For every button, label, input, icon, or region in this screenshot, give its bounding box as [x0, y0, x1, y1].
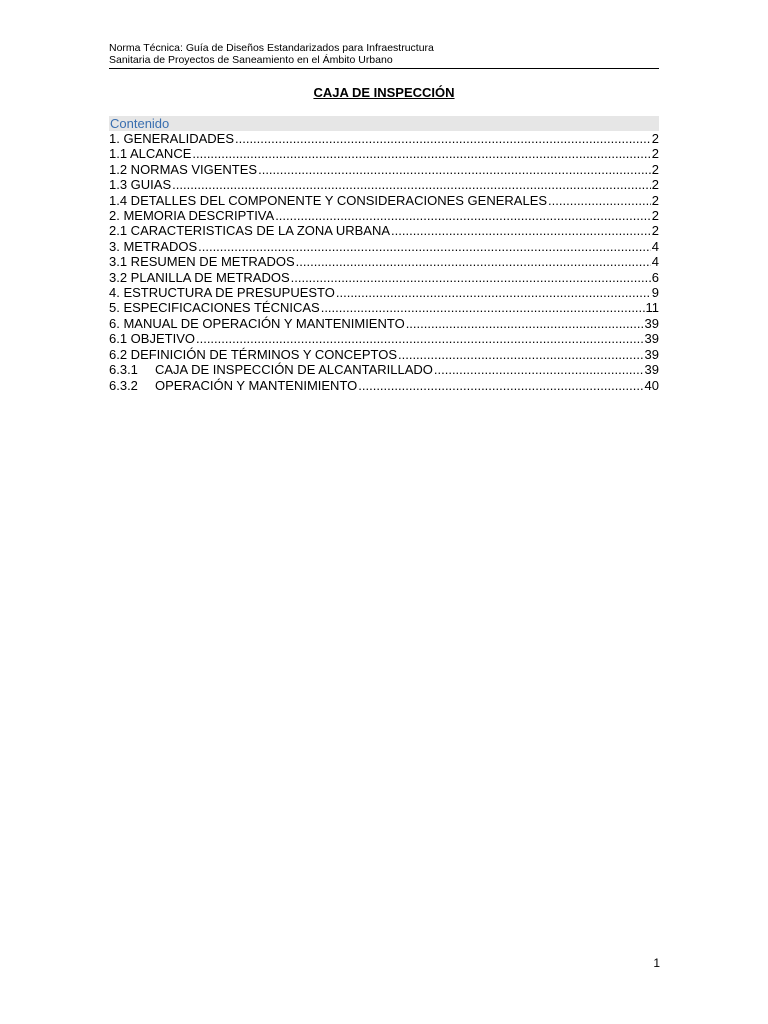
toc-leader-dots [406, 316, 644, 331]
toc-entry-label: 1.2 NORMAS VIGENTES [109, 161, 258, 177]
toc-heading: Contenido [109, 116, 659, 131]
toc-leader-dots [192, 146, 650, 161]
toc-entry-label: 1.4 DETALLES DEL COMPONENTE Y CONSIDERACIONES GENERALES [109, 192, 548, 208]
toc-leader-dots [296, 254, 651, 269]
document-title: CAJA DE INSPECCIÓN [313, 85, 455, 100]
toc-entry-page: 2 [651, 177, 659, 193]
toc-entry[interactable] [109, 347, 659, 362]
toc-entry-page: 39 [644, 315, 659, 331]
page-number: 1 [653, 956, 660, 970]
toc-entry[interactable] [109, 131, 659, 146]
toc-entry-label: 1. GENERALIDADES [109, 131, 234, 146]
toc-entry-label: 5. ESPECIFICACIONES TÉCNICAS [109, 300, 320, 316]
toc-entry[interactable] [109, 285, 659, 300]
toc-leader-dots [235, 131, 651, 146]
toc-entry-page: 2 [651, 146, 659, 162]
toc-entry[interactable] [109, 223, 659, 238]
toc-leader-dots [275, 208, 651, 223]
header-line-1: Norma Técnica: Guía de Diseños Estandarizados para Infraestructura [109, 42, 434, 54]
toc-leader-dots [398, 347, 644, 362]
toc-entry-page: 39 [644, 346, 659, 362]
toc-entry[interactable] [109, 193, 659, 208]
toc-leader-dots [336, 285, 651, 300]
toc-leader-dots [198, 239, 651, 254]
toc-entry-page: 9 [651, 285, 659, 301]
toc-entry-label: 4. ESTRUCTURA DE PRESUPUESTO [109, 285, 335, 301]
page-header [109, 42, 659, 69]
toc-entry-page: 4 [651, 238, 659, 254]
toc-entry[interactable] [109, 270, 659, 285]
toc-entry-label: 3.1 RESUMEN DE METRADOS [109, 254, 295, 270]
toc-entry-label: OPERACIÓN Y MANTENIMIENTO [155, 377, 358, 393]
table-of-contents [109, 116, 659, 393]
toc-entry[interactable] [109, 177, 659, 192]
toc-entry-label: 1.1 ALCANCE [109, 146, 192, 162]
toc-leader-dots [291, 270, 651, 285]
toc-entry[interactable] [109, 316, 659, 331]
toc-entry-page: 40 [644, 377, 659, 393]
toc-entry-label: 3. METRADOS [109, 238, 198, 254]
toc-entry-label: 1.3 GUIAS [109, 177, 172, 193]
header-line-2: Sanitaria de Proyectos de Saneamiento en el Ámbito Urbano [109, 54, 393, 66]
toc-entry-number: 6.3.2 [109, 377, 138, 393]
toc-entry-page: 2 [651, 192, 659, 208]
toc-leader-dots [321, 300, 645, 315]
toc-entry-label: 6.1 OBJETIVO [109, 331, 195, 347]
toc-entry-page: 39 [644, 331, 659, 347]
toc-entry-label: CAJA DE INSPECCIÓN DE ALCANTARILLADO [155, 362, 433, 378]
toc-entry-label: 2.1 CARACTERISTICAS DE LA ZONA URBANA [109, 223, 391, 239]
toc-entry-page: 6 [651, 269, 659, 285]
toc-entry-page: 2 [651, 161, 659, 177]
toc-leader-dots [391, 223, 651, 238]
toc-leader-dots [172, 177, 651, 192]
toc-leader-dots [258, 162, 651, 177]
toc-entry-page: 39 [644, 362, 659, 378]
toc-entry-page: 11 [645, 300, 659, 316]
toc-leader-dots [358, 378, 643, 393]
toc-entry[interactable] [109, 331, 659, 346]
toc-leader-dots [548, 193, 651, 208]
toc-entry-page: 4 [651, 254, 659, 270]
toc-entry-label: 3.2 PLANILLA DE METRADOS [109, 269, 290, 285]
toc-entry[interactable] [109, 208, 659, 223]
toc-entry-page: 2 [651, 223, 659, 239]
toc-entry[interactable] [109, 362, 659, 377]
toc-entry-number: 6.3.1 [109, 362, 138, 378]
toc-entry[interactable] [109, 146, 659, 161]
toc-entry[interactable] [109, 300, 659, 315]
toc-leader-dots [434, 362, 644, 377]
toc-leader-dots [196, 331, 644, 346]
toc-entry-page: 2 [651, 131, 659, 146]
toc-entry-label: 6. MANUAL DE OPERACIÓN Y MANTENIMIENTO [109, 315, 405, 331]
toc-entry[interactable] [109, 254, 659, 269]
toc-entry-label: 6.2 DEFINICIÓN DE TÉRMINOS Y CONCEPTOS [109, 346, 397, 362]
toc-entry[interactable] [109, 239, 659, 254]
toc-entry-label: 2. MEMORIA DESCRIPTIVA [109, 208, 275, 224]
toc-entry-page: 2 [651, 208, 659, 224]
toc-entry[interactable] [109, 162, 659, 177]
toc-entry[interactable] [109, 378, 659, 393]
